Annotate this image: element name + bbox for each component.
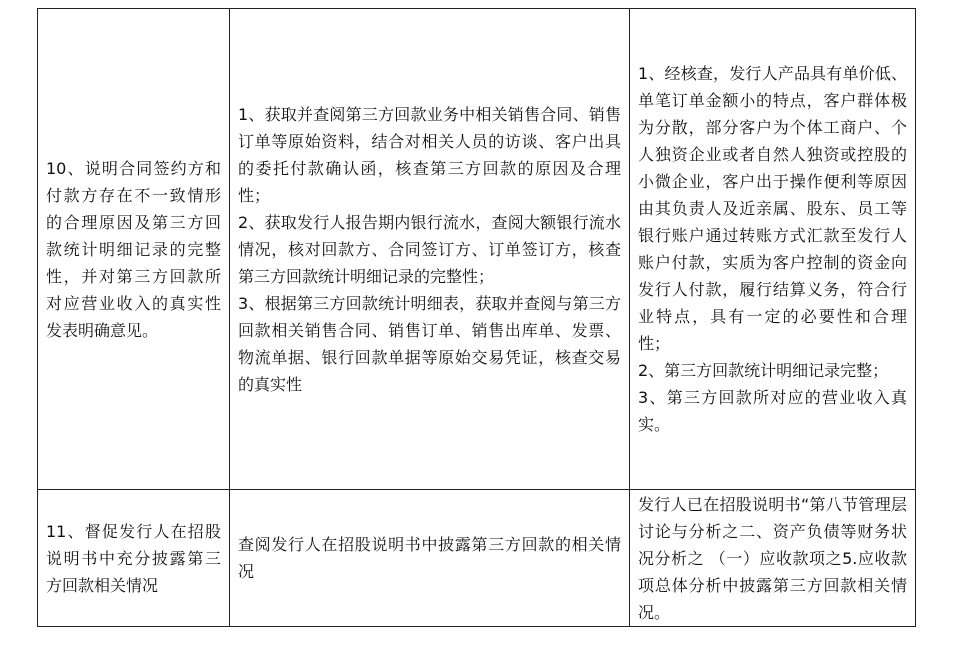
procedure-cell	[230, 9, 630, 490]
procedure-item: 查阅发行人在招股说明书中披露第三方回款的相关情况	[238, 535, 621, 581]
table-row	[38, 9, 916, 490]
question-text: 10、说明合同签约方和付款方存在不一致情形的合理原因及第三方回款统计明细记录的完整性，并对第三方回款所对应营业收入的真实性发表明确意见。	[46, 158, 221, 340]
question-cell	[38, 490, 230, 627]
procedure-item: 3、根据第三方回款统计明细表，获取并查阅与第三方回款相关销售合同、销售订单、销售出库单、发票、物流单据、银行回款单据等原始交易凭证，核查交易的真实性	[238, 293, 621, 394]
conclusion-item: 3、第三方回款所对应的营业收入真实。	[638, 388, 907, 434]
conclusion-cell	[630, 490, 916, 627]
procedure-item: 2、获取发行人报告期内银行流水，查阅大额银行流水情况，核对回款方、合同签订方、订单签订方，核查第三方回款统计明细记录的完整性；	[238, 212, 621, 286]
question-cell	[38, 9, 230, 490]
verification-table	[37, 8, 916, 627]
procedure-item: 1、获取并查阅第三方回款业务中相关销售合同、销售订单等原始资料，结合对相关人员的访谈、客户出具的委托付款确认函，核查第三方回款的原因及合理性；	[238, 104, 621, 205]
table-row	[38, 490, 916, 627]
conclusion-item: 发行人已在招股说明书“第八节管理层讨论与分析之二、资产负债等财务状况分析之 （一）应收款项之5.应收款项总体分析中披露第三方回款相关情况。	[638, 494, 907, 622]
question-text: 11、督促发行人在招股说明书中充分披露第三方回款相关情况	[46, 521, 221, 595]
procedure-cell	[230, 490, 630, 627]
conclusion-item: 1、经核查，发行人产品具有单价低、单笔订单金额小的特点，客户群体极为分散，部分客户为个体工商户、个人独资企业或者自然人独资或控股的小微企业，客户出于操作便利等原因由其负责人及近亲属、股东、员工等银行账户通过转账方式汇款至发行人账户付款，实质为客户控制的资金向发行人付款，履行结算义务，符合行业特点，具有一定的必要性和合理性；	[638, 64, 907, 353]
conclusion-cell	[630, 9, 916, 490]
conclusion-item: 2、第三方回款统计明细记录完整；	[638, 361, 889, 380]
